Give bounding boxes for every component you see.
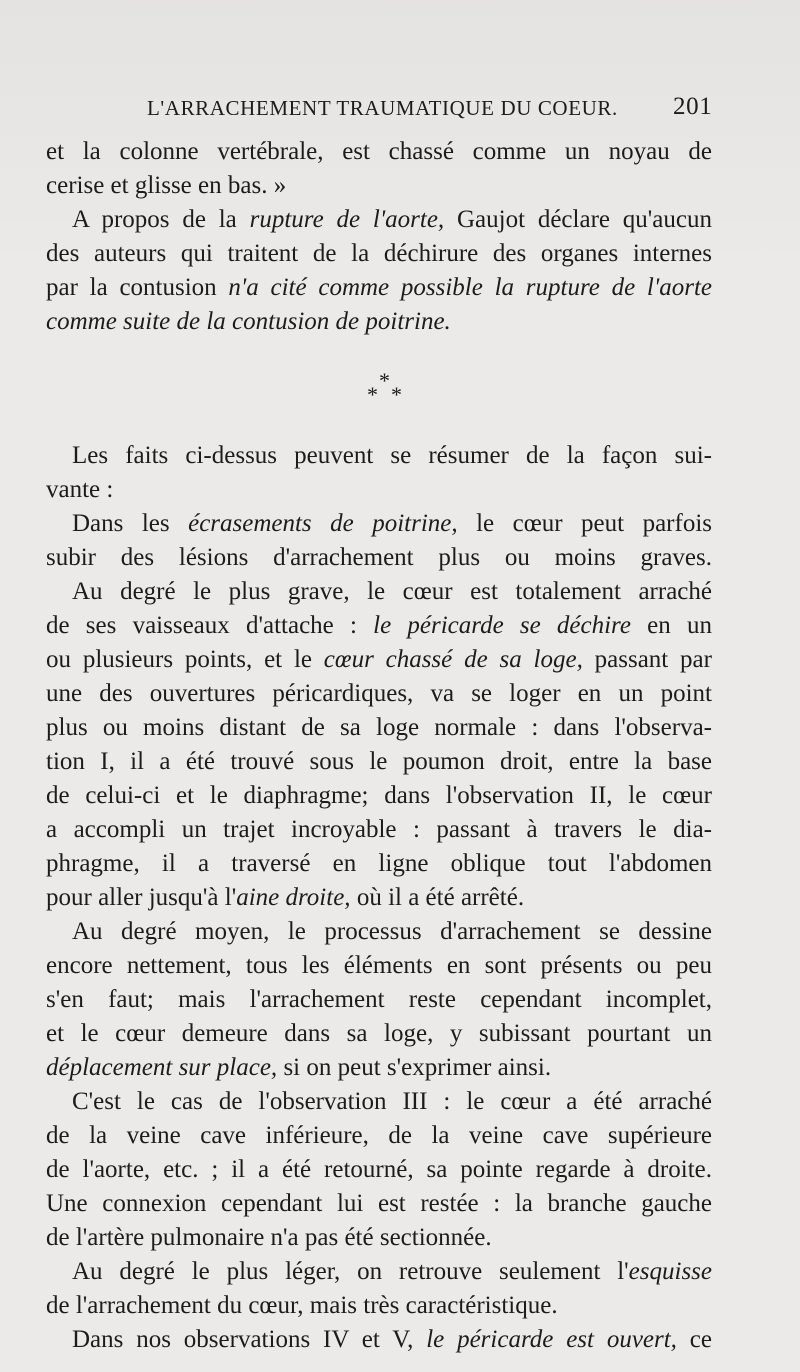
- text-line: des auteurs qui traitent de la déchirure des organes internes: [46, 240, 712, 267]
- text-line: de ses vaisseaux d'attache : le péricarde se déchire en un: [46, 612, 712, 639]
- text-line: encore nettement, tous les éléments en sont présents ou peu: [46, 952, 712, 979]
- text-line: Dans les écrasements de poitrine, le cœur peut parfois: [72, 510, 712, 537]
- text-line: une des ouvertures péricardiques, va se loger en un point: [46, 680, 712, 707]
- text-line: C'est le cas de l'observation III : le cœur a été arraché: [72, 1088, 712, 1115]
- text-line: Dans nos observations IV et V, le péricarde est ouvert, ce: [72, 1326, 712, 1353]
- text-line: de la veine cave inférieure, de la veine cave supérieure: [46, 1122, 712, 1149]
- running-title: L'ARRACHEMENT TRAUMATIQUE DU COEUR.: [147, 96, 618, 120]
- text-line: Au degré le plus grave, le cœur est totalement arraché: [72, 578, 712, 605]
- text-line: Au degré le plus léger, on retrouve seulement l'esquisse: [72, 1258, 712, 1285]
- text-line: déplacement sur place, si on peut s'exprimer ainsi.: [46, 1054, 552, 1081]
- section-separator: * * *: [367, 368, 402, 407]
- text-line: Une connexion cependant lui est restée : la branche gauche: [46, 1190, 712, 1217]
- text-line: Au degré moyen, le processus d'arrachement se dessine: [72, 918, 712, 945]
- text-line: A propos de la rupture de l'aorte, Gaujot déclare qu'aucun: [72, 206, 712, 233]
- text-line: et la colonne vertébrale, est chassé comme un noyau de: [46, 138, 712, 165]
- text-line: cerise et glisse en bas. »: [46, 172, 287, 199]
- text-line: phragme, il a traversé en ligne oblique tout l'abdomen: [46, 850, 712, 877]
- text-line: comme suite de la contusion de poitrine.: [46, 308, 451, 335]
- text-line: subir des lésions d'arrachement plus ou moins graves.: [46, 544, 712, 571]
- text-line: tion I, il a été trouvé sous le poumon droit, entre la base: [46, 748, 712, 775]
- text-line: vante :: [46, 476, 114, 503]
- page-number: 201: [673, 93, 713, 120]
- text-line: pour aller jusqu'à l'aine droite, où il a été arrêté.: [46, 884, 525, 911]
- text-line: de l'arrachement du cœur, mais très caractéristique.: [46, 1292, 558, 1319]
- text-line: a accompli un trajet incroyable : passant à travers le dia-: [46, 816, 712, 843]
- text-line: de l'artère pulmonaire n'a pas été sectionnée.: [46, 1224, 492, 1251]
- text-line: par la contusion n'a cité comme possible la rupture de l'aorte: [46, 274, 712, 301]
- text-line: s'en faut; mais l'arrachement reste cependant incomplet,: [46, 986, 712, 1013]
- running-header: [147, 93, 717, 121]
- text-line: et le cœur demeure dans sa loge, y subissant pourtant un: [46, 1020, 712, 1047]
- text-line: Les faits ci-dessus peuvent se résumer de la façon sui-: [72, 442, 712, 469]
- text-line: de l'aorte, etc. ; il a été retourné, sa pointe regarde à droite.: [46, 1156, 712, 1183]
- text-line: plus ou moins distant de sa loge normale : dans l'observa-: [46, 714, 712, 741]
- text-line: ou plusieurs points, et le cœur chassé de sa loge, passant par: [46, 646, 712, 673]
- text-line: de celui-ci et le diaphragme; dans l'observation II, le cœur: [46, 782, 712, 809]
